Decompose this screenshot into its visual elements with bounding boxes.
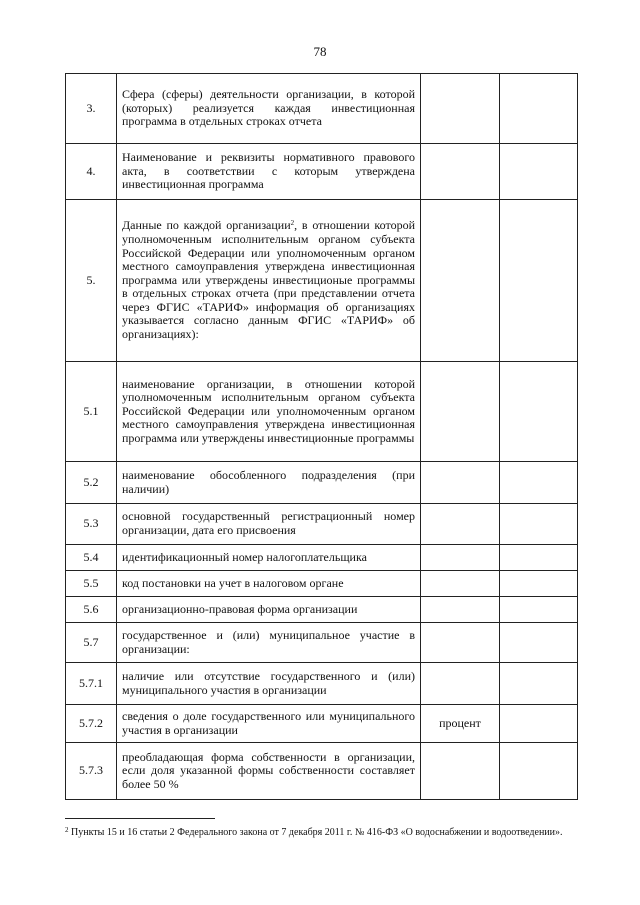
table-row xyxy=(66,545,578,571)
table-row xyxy=(66,663,578,705)
row-value xyxy=(500,462,578,504)
row-number: 5.6 xyxy=(66,597,117,623)
row-description: наименование обособленного подразделения (при наличии) xyxy=(117,462,421,504)
table-row xyxy=(66,362,578,462)
row-number: 5.7 xyxy=(66,623,117,663)
row-unit xyxy=(421,623,500,663)
row-number: 5.7.2 xyxy=(66,705,117,743)
row-unit xyxy=(421,571,500,597)
row-value xyxy=(500,623,578,663)
row-unit xyxy=(421,362,500,462)
row-description: организационно-правовая форма организации xyxy=(117,597,421,623)
row-number: 5.7.3 xyxy=(66,743,117,800)
table-row xyxy=(66,705,578,743)
row-unit xyxy=(421,74,500,144)
row-number: 4. xyxy=(66,144,117,200)
table-row xyxy=(66,743,578,800)
row-unit: процент xyxy=(421,705,500,743)
table-row xyxy=(66,504,578,545)
row-description: Наименование и реквизиты нормативного правового акта, в соответствии с которым утверждена инвестиционная программа xyxy=(117,144,421,200)
row-number: 5.1 xyxy=(66,362,117,462)
footnote xyxy=(65,824,577,839)
row-value xyxy=(500,743,578,800)
row-unit xyxy=(421,597,500,623)
table-row xyxy=(66,462,578,504)
row-description: наименование организации, в отношении которой уполномоченным исполнительным органом субъекта Российской Федерации или уполномоченным органом местного самоуправления утверждена инвестиционная программа или утверждены инвестиционные программы xyxy=(117,362,421,462)
table-row xyxy=(66,144,578,200)
row-description-text: Данные по каждой организации xyxy=(122,218,291,233)
row-value xyxy=(500,362,578,462)
row-value xyxy=(500,545,578,571)
row-description: государственное и (или) муниципальное участие в организации: xyxy=(117,623,421,663)
row-number: 3. xyxy=(66,74,117,144)
row-value xyxy=(500,74,578,144)
row-unit xyxy=(421,144,500,200)
row-description: наличие или отсутствие государственного и (или) муниципального участия в организации xyxy=(117,663,421,705)
row-value xyxy=(500,200,578,362)
row-unit xyxy=(421,545,500,571)
row-unit xyxy=(421,462,500,504)
table-row xyxy=(66,74,578,144)
footnote-divider xyxy=(65,818,215,819)
table-row xyxy=(66,200,578,362)
row-description: идентификационный номер налогоплательщика xyxy=(117,545,421,571)
row-description-text: , в отношении которой уполномоченным исполнительным органом субъекта Российской Федерации или уполномоченным органом местного самоуправления утверждена инвестиционная программа или утверждены инвестиционые программы в отдельных строках отчета (при представлении отчета через ФГИС «ТАРИФ» информация об организациях указывается согласно данным ФГИС «ТАРИФ» об организациях): xyxy=(122,218,415,342)
row-description: сведения о доле государственного или муниципального участия в организации xyxy=(117,705,421,743)
row-number: 5.2 xyxy=(66,462,117,504)
footnote-marker: 2 xyxy=(65,826,69,834)
footnote-marker: 2 xyxy=(290,219,295,228)
row-value xyxy=(500,705,578,743)
row-number: 5. xyxy=(66,200,117,362)
row-unit xyxy=(421,504,500,545)
row-number: 5.5 xyxy=(66,571,117,597)
row-value xyxy=(500,597,578,623)
table-row xyxy=(66,597,578,623)
row-value xyxy=(500,571,578,597)
row-description: преобладающая форма собственности в организации, если доля указанной формы собственности составляет более 50 % xyxy=(117,743,421,800)
row-description: Сфера (сферы) деятельности организации, в которой (которых) реализуется каждая инвестиционная программа в отдельных строках отчета xyxy=(117,74,421,144)
row-description: код постановки на учет в налоговом органе xyxy=(117,571,421,597)
row-unit xyxy=(421,200,500,362)
row-number: 5.4 xyxy=(66,545,117,571)
row-unit xyxy=(421,663,500,705)
footnote-text: Пункты 15 и 16 статьи 2 Федерального закона от 7 декабря 2011 г. № 416-ФЗ «О водоснабжении и водоотведении». xyxy=(71,827,563,838)
row-description: основной государственный регистрационный номер организации, дата его присвоения xyxy=(117,504,421,545)
table-row xyxy=(66,571,578,597)
row-number: 5.3 xyxy=(66,504,117,545)
row-value xyxy=(500,663,578,705)
row-value xyxy=(500,504,578,545)
row-value xyxy=(500,144,578,200)
page-number: 78 xyxy=(313,44,327,59)
row-number: 5.7.1 xyxy=(66,663,117,705)
row-description xyxy=(117,200,421,362)
row-unit xyxy=(421,743,500,800)
report-table xyxy=(65,73,578,800)
table-row xyxy=(66,623,578,663)
